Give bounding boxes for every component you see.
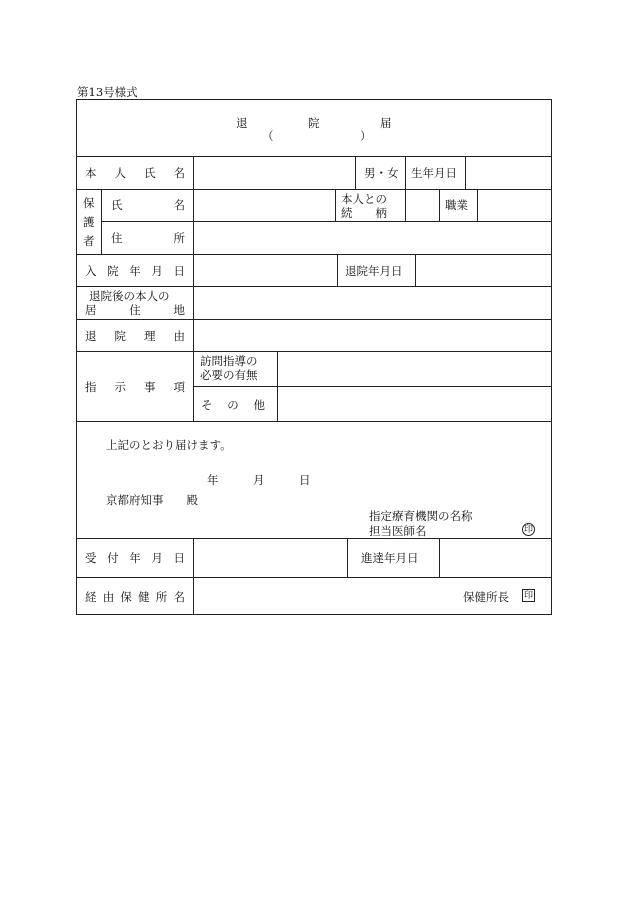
label-char: 由 — [102, 590, 115, 604]
person-name-field[interactable] — [194, 157, 354, 188]
rule — [439, 189, 440, 221]
declaration-statement: 上記のとおり届けます。 — [106, 438, 232, 452]
label-person-name — [85, 166, 185, 180]
label-instructions — [85, 380, 185, 394]
declaration-date: 年 月 日 — [207, 473, 311, 487]
label-char: 指 — [85, 380, 97, 394]
rule — [355, 156, 356, 189]
label-char: 名 — [173, 166, 185, 180]
label-char: 保 — [120, 590, 132, 604]
label-char: 他 — [253, 398, 265, 412]
guardian-address-field[interactable] — [194, 222, 550, 253]
form-number: 第13号様式 — [77, 85, 138, 99]
label-char: 名 — [173, 198, 185, 212]
label-char: 年 — [129, 264, 141, 278]
title-parenthetical-field[interactable] — [275, 129, 359, 143]
label-char: 受 — [85, 551, 97, 565]
discharge-notification-form — [76, 99, 552, 615]
other-field[interactable] — [278, 387, 550, 420]
birthdate-field[interactable] — [466, 157, 550, 188]
label-guardian-address — [111, 231, 185, 245]
label-birthdate: 生年月日 — [411, 166, 457, 180]
label-char: そ — [201, 398, 213, 412]
label-char: 地 — [173, 303, 185, 317]
label-health-center — [85, 590, 185, 604]
label-char: 項 — [173, 380, 185, 394]
occupation-field[interactable] — [478, 190, 550, 220]
rule — [101, 189, 102, 254]
label-received-date — [85, 551, 185, 565]
residence-field[interactable] — [194, 287, 550, 318]
doctor-seal-icon: 印 — [523, 525, 533, 535]
rule — [335, 189, 336, 221]
label-visit-guidance: 訪問指導の 必要の有無 — [200, 354, 258, 382]
label-char: 経 — [85, 590, 97, 604]
rule — [337, 254, 338, 286]
label-char: 入 — [85, 264, 97, 278]
label-other — [201, 398, 265, 412]
label-char: 示 — [114, 380, 126, 394]
label-admission-date — [85, 264, 185, 278]
label-char: 住 — [111, 231, 123, 245]
title-paren-open: （ — [262, 129, 274, 143]
label-discharge-date: 退院年月日 — [345, 264, 403, 278]
label-char: 付 — [107, 551, 119, 565]
label-char: 健 — [138, 590, 150, 604]
label-char: 住 — [129, 303, 141, 317]
label-health-center-chief: 保健所長 — [463, 590, 509, 604]
label-char: 所 — [173, 231, 185, 245]
addressee: 京都府知事 殿 — [106, 493, 198, 507]
visit-guidance-field[interactable] — [278, 352, 550, 385]
label-char: 日 — [173, 264, 185, 278]
label-char: 事 — [144, 380, 156, 394]
label-char: 月 — [151, 264, 163, 278]
forwarded-date-field[interactable] — [440, 539, 550, 576]
label-char: 院 — [107, 264, 119, 278]
label-institution-name: 指定療育機関の名称 — [369, 509, 473, 523]
rule — [77, 421, 551, 422]
label-char: 所 — [155, 590, 168, 604]
label-occupation: 職業 — [445, 198, 468, 212]
label-char: の — [227, 398, 239, 412]
relation-field[interactable] — [406, 190, 438, 220]
label-char: 名 — [173, 590, 185, 604]
label-guardian: 保護者 — [83, 196, 95, 248]
label-char: 院 — [114, 329, 126, 343]
label-char: 氏 — [111, 198, 123, 212]
label-char: 日 — [173, 551, 185, 565]
title-paren-close: ） — [360, 129, 372, 143]
label-char: 年 — [129, 551, 141, 565]
guardian-name-field[interactable] — [194, 190, 334, 220]
discharge-date-field[interactable] — [416, 255, 550, 285]
label-char: 居 — [85, 303, 97, 317]
label-char: 人 — [114, 166, 126, 180]
label-char: 理 — [144, 329, 156, 343]
received-date-field[interactable] — [194, 539, 346, 576]
label-char: 本 — [85, 166, 97, 180]
label-guardian-name — [111, 198, 185, 212]
label-forwarded-date: 進達年月日 — [361, 551, 419, 565]
label-discharge-reason — [85, 329, 185, 343]
label-relation: 本人との 続 柄 — [341, 192, 387, 220]
label-char: 月 — [151, 551, 163, 565]
label-char: 由 — [173, 329, 185, 343]
chief-seal-icon: 印 — [523, 591, 533, 601]
label-char: 氏 — [144, 166, 156, 180]
health-center-field[interactable] — [194, 578, 454, 614]
label-residence: 退院後の本人の 居 住 地 — [85, 289, 185, 317]
discharge-reason-field[interactable] — [194, 320, 550, 350]
label-char: 退 — [85, 329, 97, 343]
form-title: 退 院 届 — [236, 116, 392, 130]
rule — [347, 538, 348, 577]
label-doctor-name: 担当医師名 — [369, 524, 427, 538]
admission-date-field[interactable] — [194, 255, 336, 285]
label-sex: 男・女 — [364, 166, 399, 180]
